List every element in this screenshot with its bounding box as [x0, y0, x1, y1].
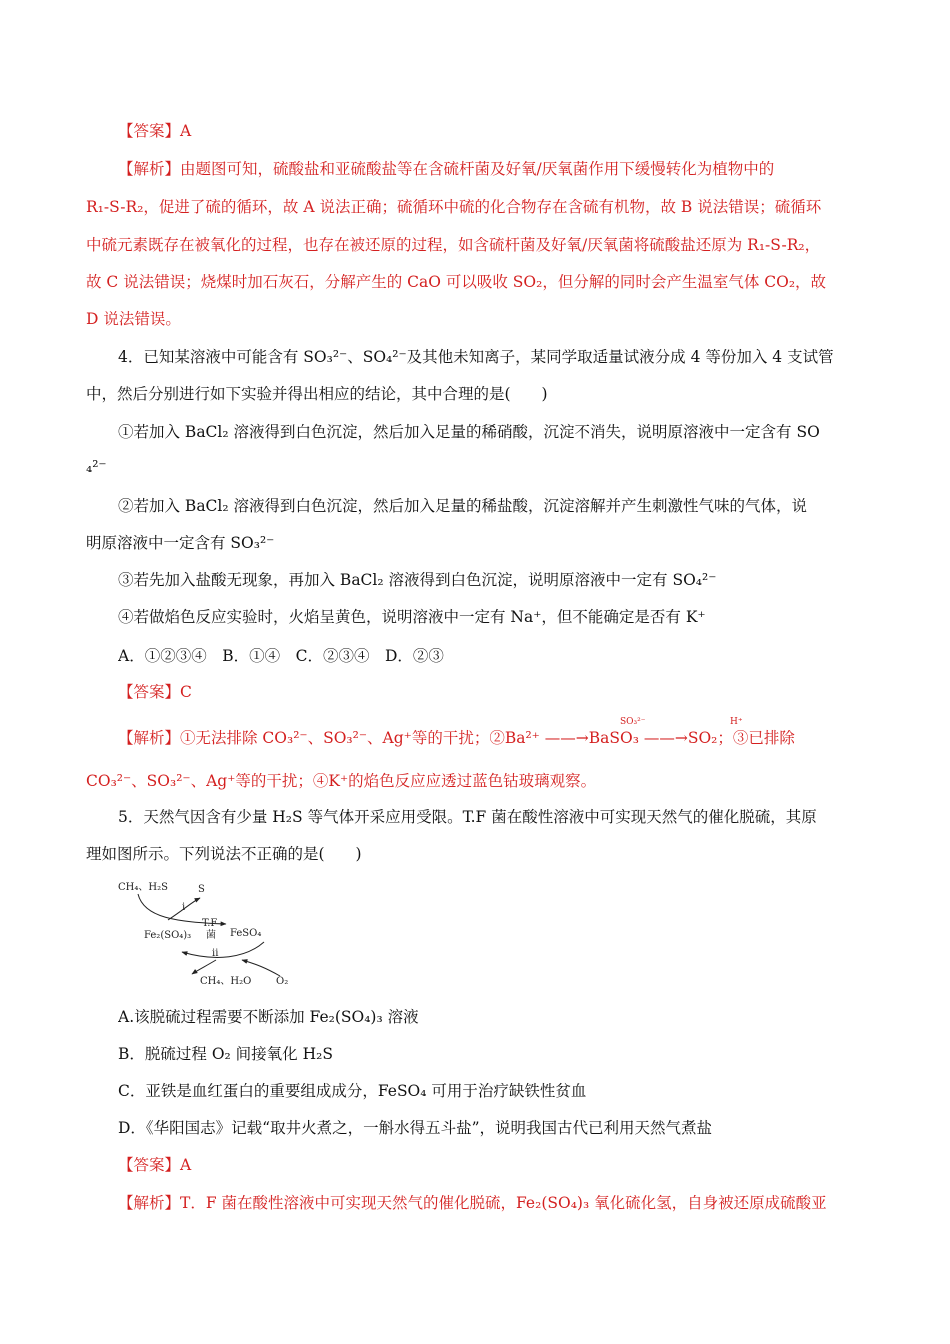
q4-item-2: ②若加入 BaCl₂ 溶液得到白色沉淀，然后加入足量的稀盐酸，沉淀溶解并产生刺激性气味的气体，说 — [118, 497, 808, 515]
diagram-step-ii: ii — [212, 948, 219, 959]
q5-option-a: A.该脱硫过程需要不断添加 Fe₂(SO₄)₃ 溶液 — [118, 1008, 419, 1026]
diagram-center-1: T.F — [202, 918, 218, 929]
diagram-label-top-right: S — [198, 884, 205, 895]
q5-analysis-line: 【解析】T．F 菌在酸性溶液中可实现天然气的催化脱硫，Fe₂(SO₄)₃ 氧化硫化氢，自身被还原成硫酸亚 — [118, 1194, 827, 1212]
diagram-label-right: FeSO₄ — [230, 928, 262, 939]
q4-arrow-label-proton: H⁺ — [730, 717, 743, 727]
q3-analysis-line: 【解析】由题图可知，硫酸盐和亚硫酸盐等在含硫杆菌及好氧/厌氧菌作用下缓慢转化为植物中的 — [118, 160, 775, 178]
q5-option-b: B．脱硫过程 O₂ 间接氧化 H₂S — [118, 1045, 333, 1063]
desulfurization-cycle-diagram — [116, 876, 296, 990]
q4-item-2-cont: 明原溶液中一定含有 SO₃²⁻ — [86, 534, 275, 552]
diagram-step-i: i — [182, 902, 186, 913]
q5-stem-line: 理如图所示。下列说法不正确的是( ) — [86, 845, 362, 863]
q4-item-4: ④若做焰色反应实验时，火焰呈黄色，说明溶液中一定有 Na⁺，但不能确定是否有 K⁺ — [118, 608, 706, 626]
diagram-label-top-left: CH₄、H₂S — [118, 882, 168, 893]
q3-answer: 【答案】A — [118, 122, 192, 140]
diagram-label-bottom-left: CH₄、H₂O — [200, 976, 252, 987]
q4-item-3: ③若先加入盐酸无现象，再加入 BaCl₂ 溶液得到白色沉淀，说明原溶液中一定有 SO₄²⁻ — [118, 571, 717, 589]
q3-analysis-line: 中硫元素既存在被氧化的过程，也存在被还原的过程，如含硫杆菌及好氧/厌氧菌将硫酸盐还原为 R₁-S-R₂， — [86, 236, 821, 254]
q5-answer: 【答案】A — [118, 1156, 192, 1174]
arrow-to-products — [192, 960, 216, 974]
q4-arrow-label-sulfite: SO₃²⁻ — [620, 717, 646, 727]
diagram-center-2: 菌 — [206, 930, 216, 941]
q5-stem-line: 5．天然气因含有少量 H₂S 等气体开采应用受限。T.F 菌在酸性溶液中可实现天然气的催化脱硫，其原 — [118, 808, 817, 826]
q4-analysis-line: CO₃²⁻、SO₃²⁻、Ag⁺等的干扰；④K⁺的焰色反应应透过蓝色钴玻璃观察。 — [86, 772, 597, 790]
q4-item-1: ①若加入 BaCl₂ 溶液得到白色沉淀，然后加入足量的稀硝酸，沉淀不消失，说明原溶液中一定含有 SO — [118, 423, 820, 441]
q3-analysis-line: 故 C 说法错误；烧煤时加石灰石，分解产生的 CaO 可以吸收 SO₂，但分解的同时会产生温室气体 CO₂，故 — [86, 273, 827, 291]
q5-option-d: D．《华阳国志》记载“取井火煮之，一斛水得五斗盐”，说明我国古代已利用天然气煮盐 — [118, 1119, 713, 1137]
q5-option-c: C．亚铁是血红蛋白的重要组成成分，FeSO₄ 可用于治疗缺铁性贫血 — [118, 1082, 587, 1100]
diagram-label-bottom-right: O₂ — [276, 976, 289, 987]
q3-analysis-line: R₁-S-R₂，促进了硫的循环，故 A 说法正确；硫循环中硫的化合物存在含硫有机物，故 B 说法错误；硫循环 — [86, 198, 822, 216]
q3-analysis-line: D 说法错误。 — [86, 310, 181, 328]
arrow-from-oxygen — [242, 960, 280, 976]
q4-item-1-cont: ₄²⁻ — [86, 458, 107, 476]
q4-options: A．①②③④ B．①④ C．②③④ D．②③ — [118, 647, 444, 665]
q4-stem-line: 中，然后分别进行如下实验并得出相应的结论，其中合理的是( ) — [86, 385, 548, 403]
q4-analysis-line: 【解析】①无法排除 CO₃²⁻、SO₃²⁻、Ag⁺等的干扰；②Ba²⁺ ——→BaSO₃ ——→SO₂；③已排除 — [118, 729, 795, 747]
q4-stem-line: 4．已知某溶液中可能含有 SO₃²⁻、SO₄²⁻及其他未知离子，某同学取适量试液分成 4 等份加入 4 支试管 — [118, 348, 834, 366]
arrow-step-ii — [182, 942, 264, 957]
q4-answer: 【答案】C — [118, 683, 192, 701]
diagram-label-left: Fe₂(SO₄)₃ — [144, 930, 192, 941]
